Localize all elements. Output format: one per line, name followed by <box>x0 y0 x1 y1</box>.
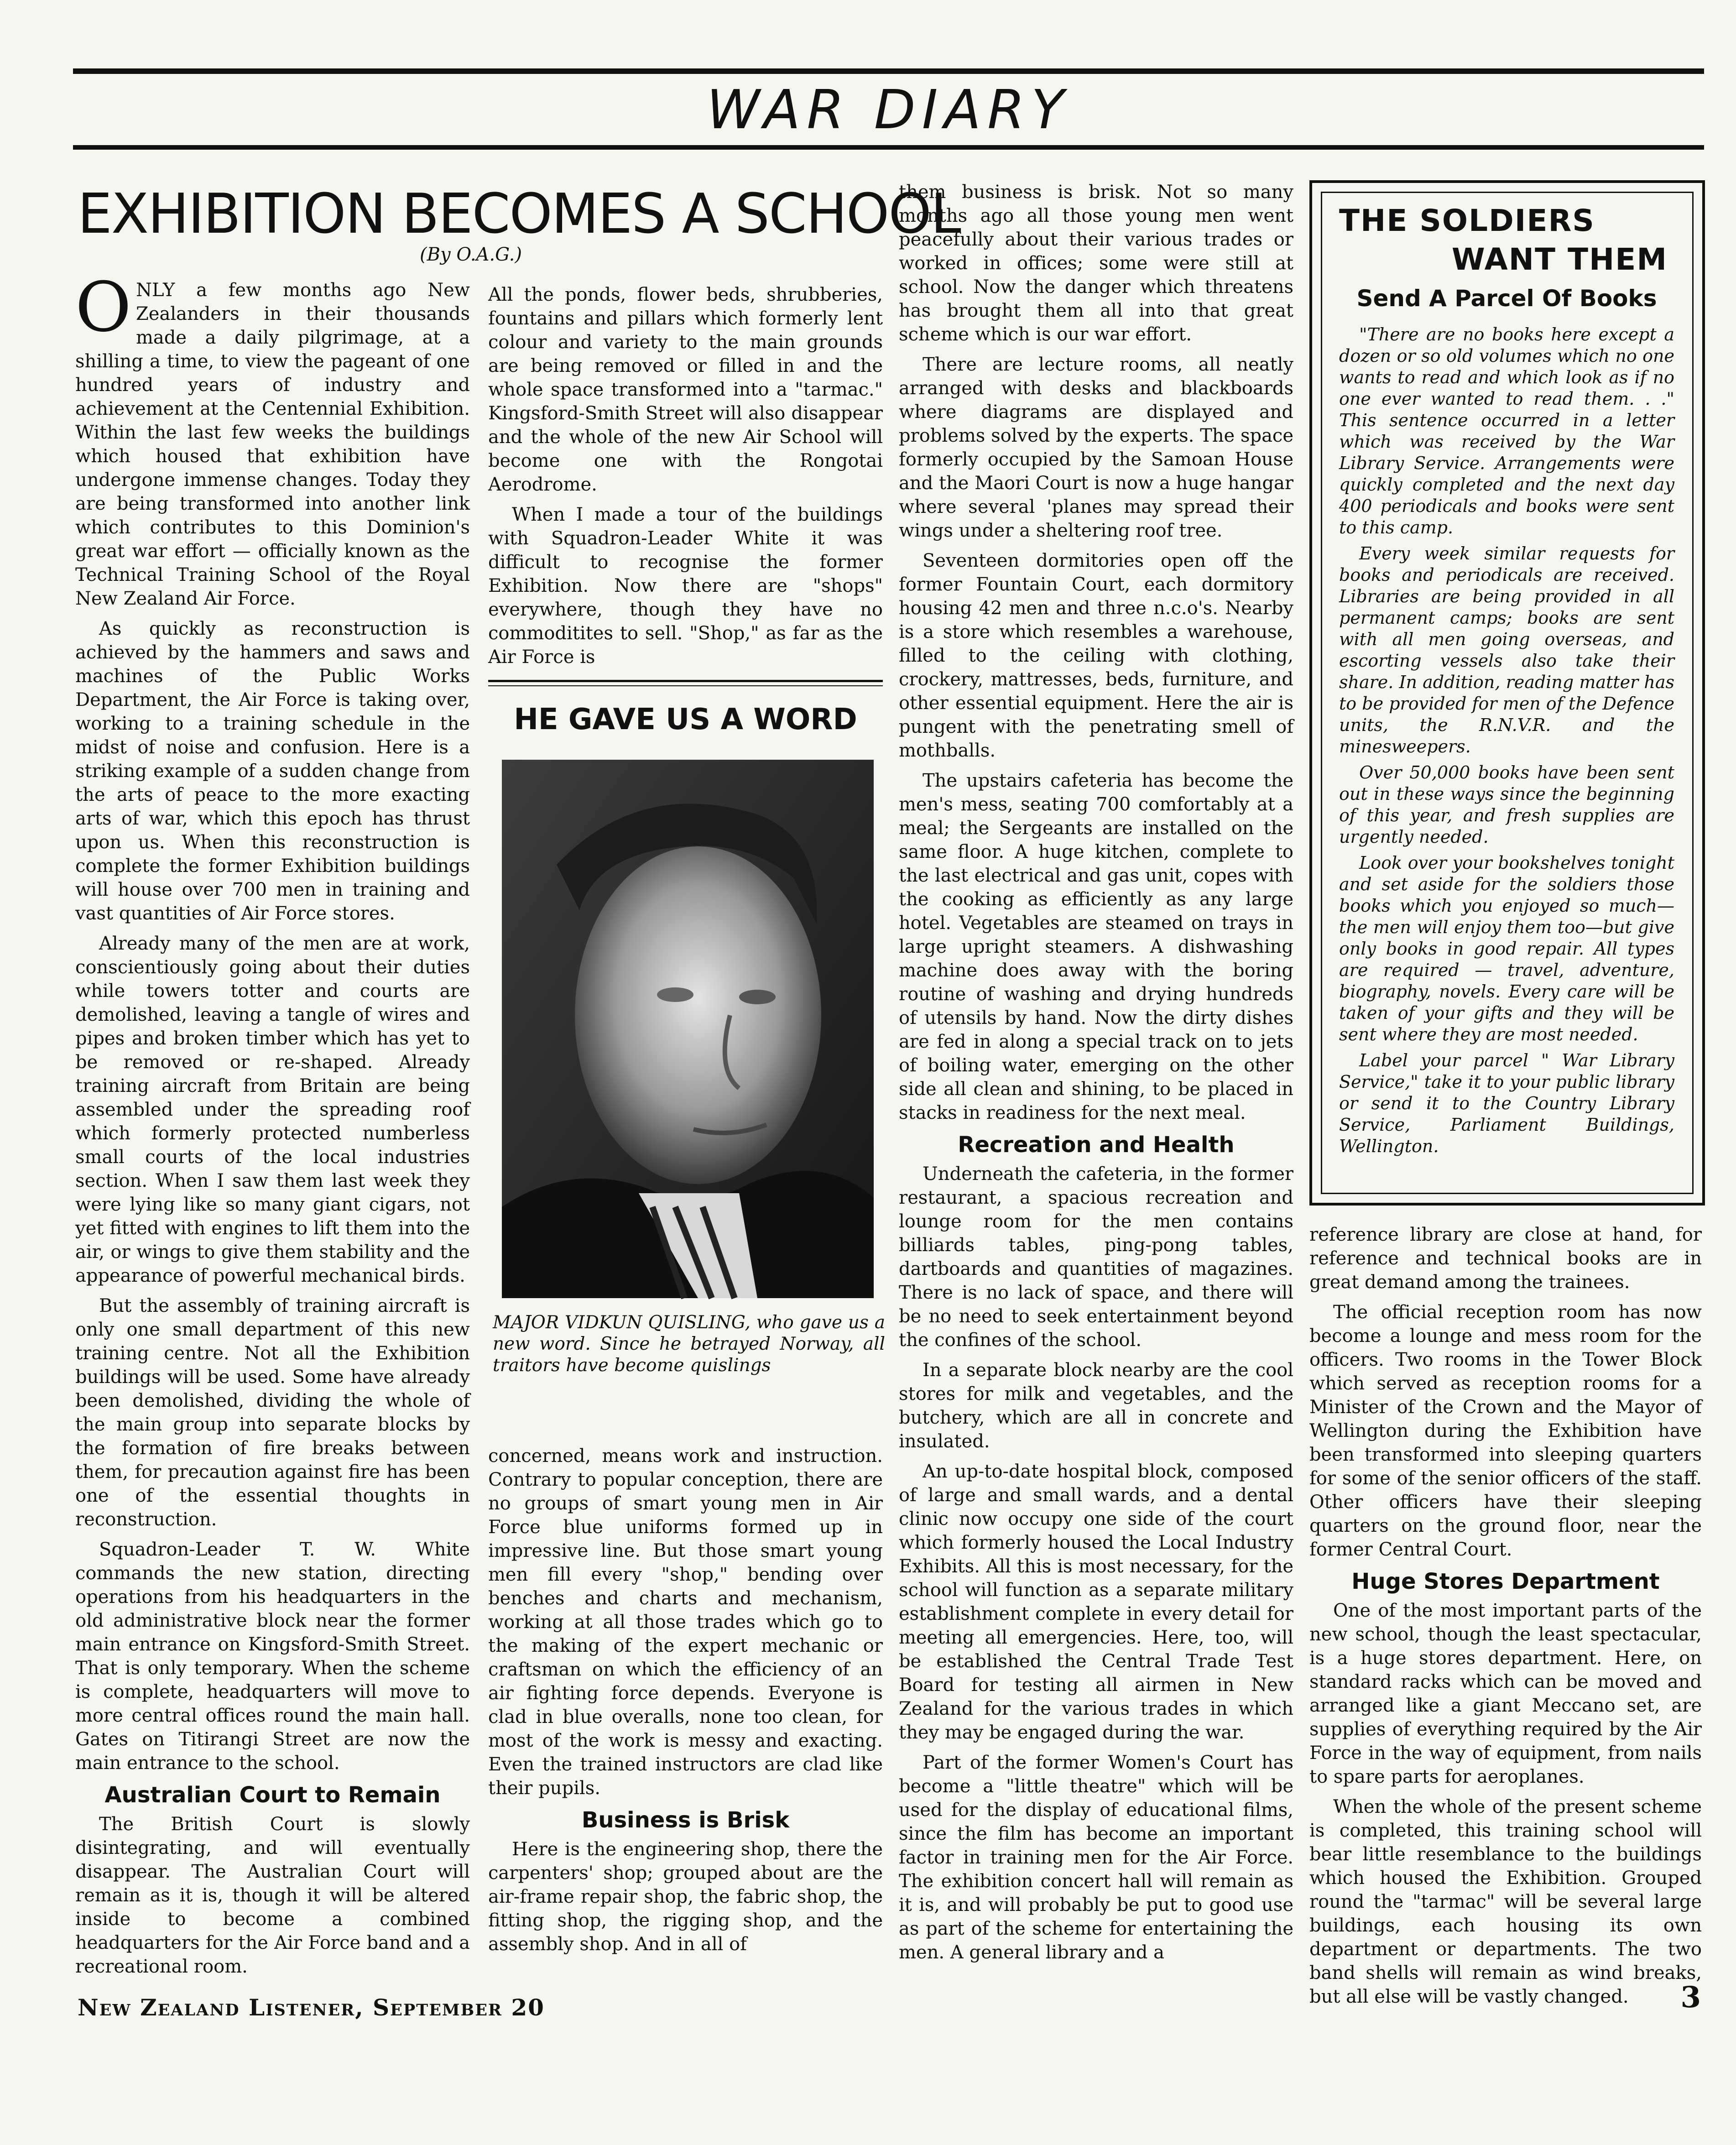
box-title-line-1: THE SOLDIERS <box>1339 203 1595 238</box>
lead-paragraph: ONLY a few months ago New Zealanders in their thousands made a daily pilgrimage, at a shilling a time, to view the pageant of one hundred years of industry and achievement at the Centennial Exhibition. Within the last few weeks the buildings which housed that exhibition have undergone immense changes. Today they are being transformed into another link which contributes to this Dominion's great war effort — officially known as the Technical Training School of the Royal New Zealand Air Force. <box>75 268 470 609</box>
column3-paragraph: Part of the former Women's Court has become a "little theatre" which will be used for the display of educational films, since the film has become an important factor in training men for the Air Force. The exhibition concert hall will remain as it is, and will probably be put to good use as part of the scheme for entertaining the men. A general library and a <box>899 1752 1293 1963</box>
box-paragraph: Every week similar requests for books and periodicals are received. Libraries are being provided in all permanent camps; books are sent with all men going overseas, and escorting vessels also take their share. In addition, reading matter has to be provided for men of the Defence units, the R.N.V.R. and the minesweepers. <box>1339 543 1674 757</box>
photo-headline: HE GAVE US A WORD <box>514 703 857 736</box>
column2-paragraph: All the ponds, flower beds, shrubberies, fountains and pillars which formerly lent colour and variety to the main grounds are being removed or filled in and the whole space transformed into a "tarmac." Kingsford-Smith Street will also disappear and the whole of the new Air School will become one with the Rongotai Aerodrome. <box>488 284 883 495</box>
quisling-portrait-photo <box>502 760 874 1298</box>
subheading-recreation-health: Recreation and Health <box>958 1132 1235 1158</box>
photo-top-rule <box>488 680 883 682</box>
column4-paragraph: The official reception room has now become a lounge and mess room for the officers. Two rooms in the Tower Block which served as reception rooms for a Minister of the Crown and the Mayor of Wellington during the Exhibition have been transformed into sleeping quarters for some of the senior officers of the staff. Other officers have their sleeping quarters on the ground floor, near the former Central Court. <box>1309 1302 1702 1560</box>
section-title: WAR DIARY <box>706 78 1071 141</box>
article-byline: (By O.A.G.) <box>420 244 522 265</box>
column2-paragraph: concerned, means work and instruction. Contrary to popular conception, there are no groups of smart young men in Air Force blue uniforms formed up in impressive line. But those smart young men fill every "shop," bending over benches and charts and mechanism, working at all those trades which go to the making of the expert mechanic or craftsman on which the efficiency of an air fighting force depends. Everyone is clad in blue overalls, none too clean, for most of the work is messy and exacting. Even the trained instructors are clad like their pupils. <box>488 1446 883 1799</box>
column3-paragraph: them business is brisk. Not so many months ago all those young men went peacefully about their various trades or worked in offices; some were still at school. Now the danger which threatens has brought them all into that great scheme which is our war effort. <box>899 182 1293 345</box>
article-column-4 <box>1309 1223 1702 2007</box>
column1-paragraph: Squadron-Leader T. W. White commands the new station, directing operations from his headquarters in the old administrative block near the former main entrance on Kingsford-Smith Street. That is only temporary. When the scheme is complete, headquarters will move to more central offices round the main hall. Gates on Titirangi Street are now the main entrance to the school. <box>75 1539 470 1774</box>
column4-paragraph: When the whole of the present scheme is completed, this training school will bear little resemblance to the buildings which housed the Exhibition. Grouped round the "tarmac" will be several large buildings, each housing its own department or departments. The two band shells will remain as wind breaks, but all else will be vastly changed. <box>1309 1796 1702 2007</box>
box-paragraph: "There are no books here except a dozen or so old volumes which no one wants to read and which look as if no one ever wanted to read them. . ." This sentence occurred in a letter which was received by the War Library Service. Arrangements were quickly completed and the next day 400 periodicals and books were sent to this camp. <box>1339 324 1674 538</box>
box-paragraph: Over 50,000 books have been sent out in these ways since the beginning of this year, and fresh supplies are urgently needed. <box>1339 762 1674 847</box>
article-column-2-bottom <box>488 1444 883 1967</box>
drop-cap: O <box>75 268 131 347</box>
subheading-huge-stores: Huge Stores Department <box>1351 1569 1660 1594</box>
article-column-3 <box>899 180 1293 1967</box>
column3-paragraph: In a separate block nearby are the cool stores for milk and vegetables, and the butchery, which are all in concrete and insulated. <box>899 1360 1293 1452</box>
footer-publication: New Zealand Listener, September 20 <box>78 1994 545 2021</box>
portrait-image <box>502 760 874 1298</box>
article-headline: EXHIBITION BECOMES A SCHOOL <box>78 183 960 246</box>
column4-paragraph: One of the most important parts of the new school, though the least spectacular, is a huge stores department. Here, on standard racks which can be moved and arranged like a giant Meccano set, are supplies of everything required by the Air Force in the way of equipment, from nails to spare parts for aeroplanes. <box>1309 1600 1702 1787</box>
top-rule <box>73 68 1704 74</box>
column2-paragraph: Here is the engineering shop, there the carpenters' shop; grouped about are the air-frame repair shop, the fabric shop, the fitting shop, the rigging shop, and the assembly shop. And in all of <box>488 1839 883 1955</box>
photo-top-rule-thin <box>488 685 883 686</box>
subheading-business-brisk: Business is Brisk <box>581 1807 790 1833</box>
box-body <box>1339 324 1674 1182</box>
column3-paragraph: There are lecture rooms, all neatly arranged with desks and blackboards where diagrams are displayed and problems solved by the experts. The space formerly occupied by the Samoan House and the Maori Court is now a huge hangar where several 'planes may spread their wings under a sheltering roof tree. <box>899 354 1293 541</box>
column3-paragraph: An up-to-date hospital block, composed of large and small wards, and a dental clinic now occupy one side of the court which formerly housed the Local Industry Exhibits. All this is most necessary, for the school will function as a separate military establishment complete in every detail for meeting all emergencies. Here, too, will be established the Central Trade Test Board for testing all airmen in New Zealand for the various trades in which they may be engaged during the war. <box>899 1461 1293 1743</box>
column3-paragraph: Underneath the cafeteria, in the former restaurant, a spacious recreation and lounge room for the men contains billiards tables, ping-pong tables, dartboards and quantities of magazines. There is no lack of space, and there will be no need to seek entertainment beyond the confines of the school. <box>899 1164 1293 1351</box>
column4-paragraph: reference library are close at hand, for reference and technical books are in great demand among the trainees. <box>1309 1224 1702 1293</box>
footer-page-number: 3 <box>1680 1980 1702 2015</box>
article-column-2-top <box>488 283 883 675</box>
column2-paragraph: When I made a tour of the buildings with Squadron-Leader White it was difficult to recognise the former Exhibition. Now there are "shops" everywhere, though they have no commoditites to sell. "Shop," as far as the Air Force is <box>488 504 883 668</box>
column1-paragraph: Already many of the men are at work, conscientiously going about their duties while towers totter and courts are demolished, leaving a tangle of wires and pipes and broken timber which has yet to be removed or re-shaped. Already training aircraft from Britain are being assembled under the spreading roof which formerly protected numberless small courts of the local industries section. When I saw them last week they were lying like so many giant cigars, not yet fitted with engines to lift them into the air, or wings to give them stability and the appearance of powerful mechanical birds. <box>75 933 470 1286</box>
subheading-australian-court: Australian Court to Remain <box>104 1782 441 1808</box>
article-column-1 <box>75 268 470 1977</box>
column1-paragraph: As quickly as reconstruction is achieved by the hammers and saws and machines of the Public Works Department, the Air Force is taking over, working to a training schedule in the midst of noise and confusion. Here is a striking example of a sudden change from the arts of peace to the more exacting arts of war, which this epoch has thrust upon us. When this reconstruction is complete the former Exhibition buildings will house over 700 men in training and vast quantities of Air Force stores. <box>75 618 470 924</box>
column1-paragraph: The British Court is slowly disintegrating, and will eventually disappear. The Australian Court will remain as it is, though it will be altered inside to become a combined headquarters for the Air Force band and a recreational room. <box>75 1814 470 1977</box>
box-paragraph: Label your parcel " War Library Service," take it to your public library or send it to the Country Library Service, Parliament Buildings, Wellington. <box>1339 1050 1674 1156</box>
box-paragraph: Look over your bookshelves tonight and set aside for the soldiers those books which you enjoyed so much—the men will enjoy them too—but give only books in good repair. All types are required — travel, adventure, biography, novels. Every care will be taken of your gifts and they will be sent where they are most needed. <box>1339 853 1674 1044</box>
column3-paragraph: Seventeen dormitories open off the former Fountain Court, each dormitory housing 42 men and three n.c.o's. Nearby is a store which resembles a warehouse, filled to the ceiling with clothing, crockery, mattresses, beds, furniture, and other essential equipment. Here the air is pungent with the penetrating smell of mothballs. <box>899 550 1293 761</box>
header-rule <box>73 145 1704 150</box>
photo-caption: MAJOR VIDKUN QUISLING, who gave us a new word. Since he betrayed Norway, all traitors have become quislings <box>493 1312 885 1376</box>
column1-paragraph: But the assembly of training aircraft is only one small department of this new training centre. Not all the Exhibition buildings will be used. Some have already been demolished, dividing the whole of the main group into separate blocks by the formation of fire breaks between them, for precaution against fire has been one of the essential thoughts in reconstruction. <box>75 1295 470 1530</box>
column3-paragraph: The upstairs cafeteria has become the men's mess, seating 700 comfortably at a meal; the Sergeants are installed on the same floor. A huge kitchen, complete to the last electrical and gas unit, copes with the cooking as efficiently as any large hotel. Vegetables are steamed on trays in large upright steamers. A dishwashing machine does away with the boring routine of washing and drying hundreds of utensils by hand. Now the dirty dishes are fed in along a special track on to jets of boiling water, emerging on the other side all clean and shining, to be placed in stacks in readiness for the next meal. <box>899 770 1293 1123</box>
box-subtitle: Send A Parcel Of Books <box>1356 285 1657 312</box>
box-title-line-2: WANT THEM <box>1451 242 1668 277</box>
